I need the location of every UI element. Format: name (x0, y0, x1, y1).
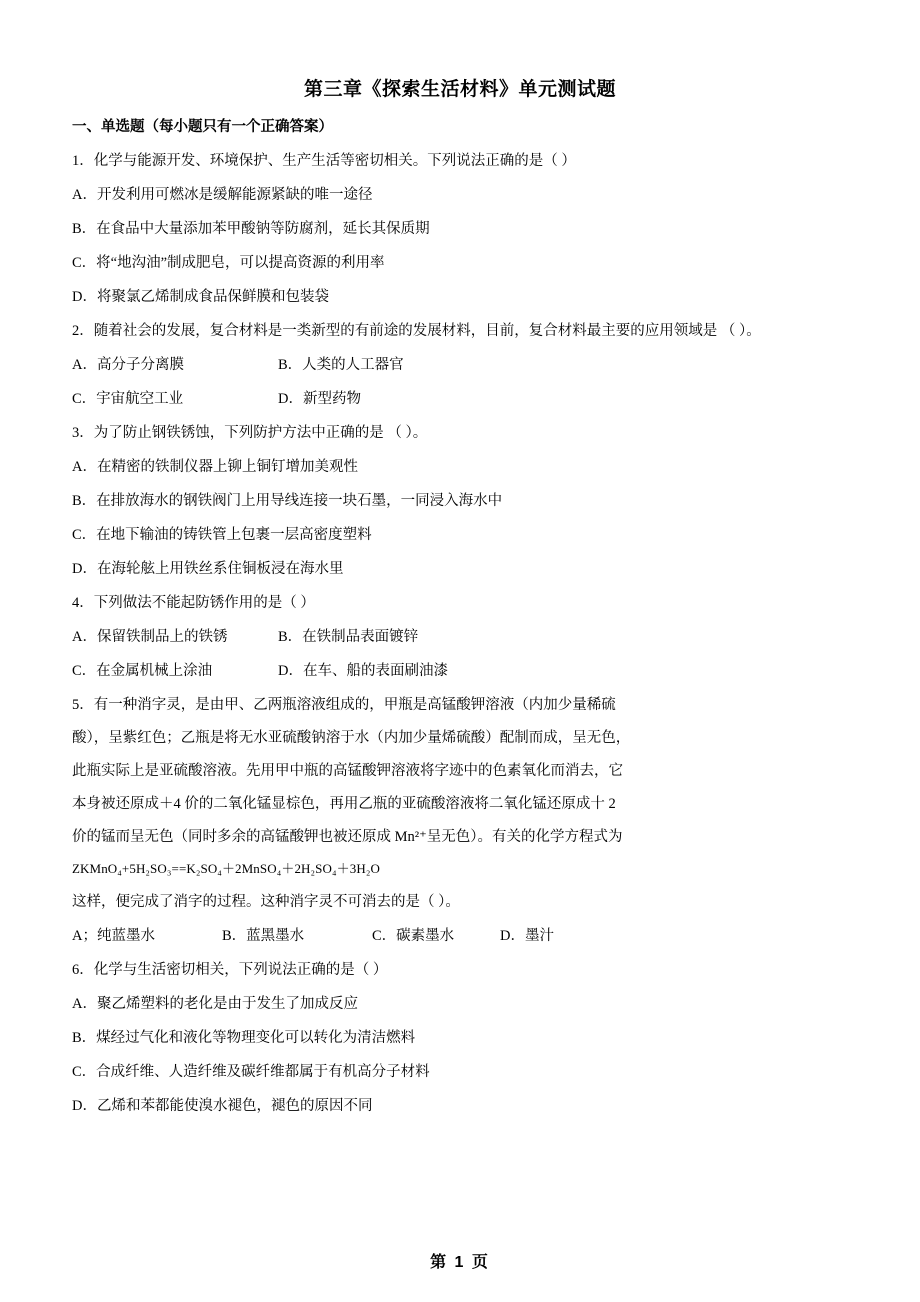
question-option-row (72, 660, 848, 682)
question-option: B．在食品中大量添加苯甲酸钠等防腐剂，延长其保质期 (72, 220, 430, 237)
question-option: C．将“地沟油”制成肥皂，可以提高资源的利用率 (72, 254, 385, 271)
question-stem-line: 价的锰而呈无色（同时多余的高锰酸钾也被还原成 Mn²⁺呈无色）。有关的化学方程式为 (72, 829, 623, 846)
question-option: B．在铁制品表面镀锌 (278, 629, 419, 646)
question-option: D．在海轮舷上用铁丝系住铜板浸在海水里 (72, 561, 344, 578)
question-option: D．在车、船的表面刷油漆 (278, 663, 448, 680)
question-option: A．高分子分离膜 (72, 356, 184, 373)
page-title: 第三章《探索生活材料》单元测试题 (303, 79, 616, 100)
question-option: D．将聚氯乙烯制成食品保鲜膜和包装袋 (72, 288, 329, 305)
question-stem: 4．下列做法不能起防锈作用的是（ ） (72, 595, 315, 612)
question-option-row (72, 354, 848, 376)
question-option: A；纯蓝墨水 (72, 927, 155, 944)
question-option: A．聚乙烯塑料的老化是由于发生了加成反应 (72, 996, 358, 1012)
page-footer: 第 1 页 (430, 1254, 490, 1271)
question-option: C．在金属机械上涂油 (72, 663, 213, 680)
section-heading: 一、单选题（每小题只有一个正确答案） (72, 119, 333, 135)
question-option: C．碳素墨水 (372, 927, 455, 944)
question-stem-continued: 这样，便完成了消字的过程。这种消字灵不可消去的是（ ）。 (72, 893, 460, 910)
question-stem: 3．为了防止钢铁锈蚀，下列防护方法中正确的是 （ ）。 (72, 425, 428, 441)
question-option: A．开发利用可燃冰是缓解能源紧缺的唯一途径 (72, 186, 373, 203)
question-option-row (72, 626, 848, 648)
question-option: D．墨汁 (500, 927, 554, 944)
question-option: C．在地下输油的铸铁管上包裹一层高密度塑料 (72, 527, 372, 544)
question-stem-line: 酸），呈紫红色；乙瓶是将无水亚硫酸钠溶于水（内加少量烯硫酸）配制而成，呈无色， (72, 730, 631, 747)
question-option: A．在精密的铁制仪器上铆上铜钉增加美观性 (72, 459, 358, 476)
question-stem-line: 5．有一种消字灵，是由甲、乙两瓶溶液组成的，甲瓶是高锰酸钾溶液（内加少量稀硫 (72, 697, 616, 714)
question-stem: 6．化学与生活密切相关，下列说法正确的是（ ） (72, 961, 388, 978)
question-option: D．乙烯和苯都能使溴水褪色，褪色的原因不同 (72, 1098, 373, 1115)
question-option: D．新型药物 (278, 390, 361, 407)
question-option-row (72, 925, 848, 947)
question-option: B．在排放海水的钢铁阀门上用导线连接一块石墨，一同浸入海水中 (72, 493, 503, 510)
question-stem: 2．随着社会的发展，复合材料是一类新型的有前途的发展材料，目前，复合材料最主要的应用领域是 （ ）。 (72, 322, 761, 339)
question-option: B．人类的人工器官 (278, 356, 404, 373)
question-option-row (72, 388, 848, 410)
question-option: B．蓝黑墨水 (222, 927, 305, 944)
question-stem-line: 本身被还原成＋4 价的二氧化锰显棕色，再用乙瓶的亚硫酸溶液将二氧化锰还原成十 2 (72, 796, 616, 813)
question-option: C．合成纤维、人造纤维及碳纤维都属于有机高分子材料 (72, 1064, 430, 1081)
question-option: B．煤经过气化和液化等物理变化可以转化为清洁燃料 (72, 1030, 416, 1047)
question-option: A．保留铁制品上的铁锈 (72, 629, 228, 646)
question-stem-line: 此瓶实际上是亚硫酸溶液。先用甲中瓶的高锰酸钾溶液将字迹中的色素氧化而消去，它 (72, 763, 623, 780)
question-stem: 1．化学与能源开发、环境保护、生产生活等密切相关。下列说法正确的是（ ） (72, 152, 576, 169)
chemical-equation: ZKMnO₄+5H₂SO₃==K₂SO₄＋2MnSO₄＋2H₂SO₄＋3H₂O (72, 861, 380, 877)
question-option: C．宇宙航空工业 (72, 390, 184, 407)
